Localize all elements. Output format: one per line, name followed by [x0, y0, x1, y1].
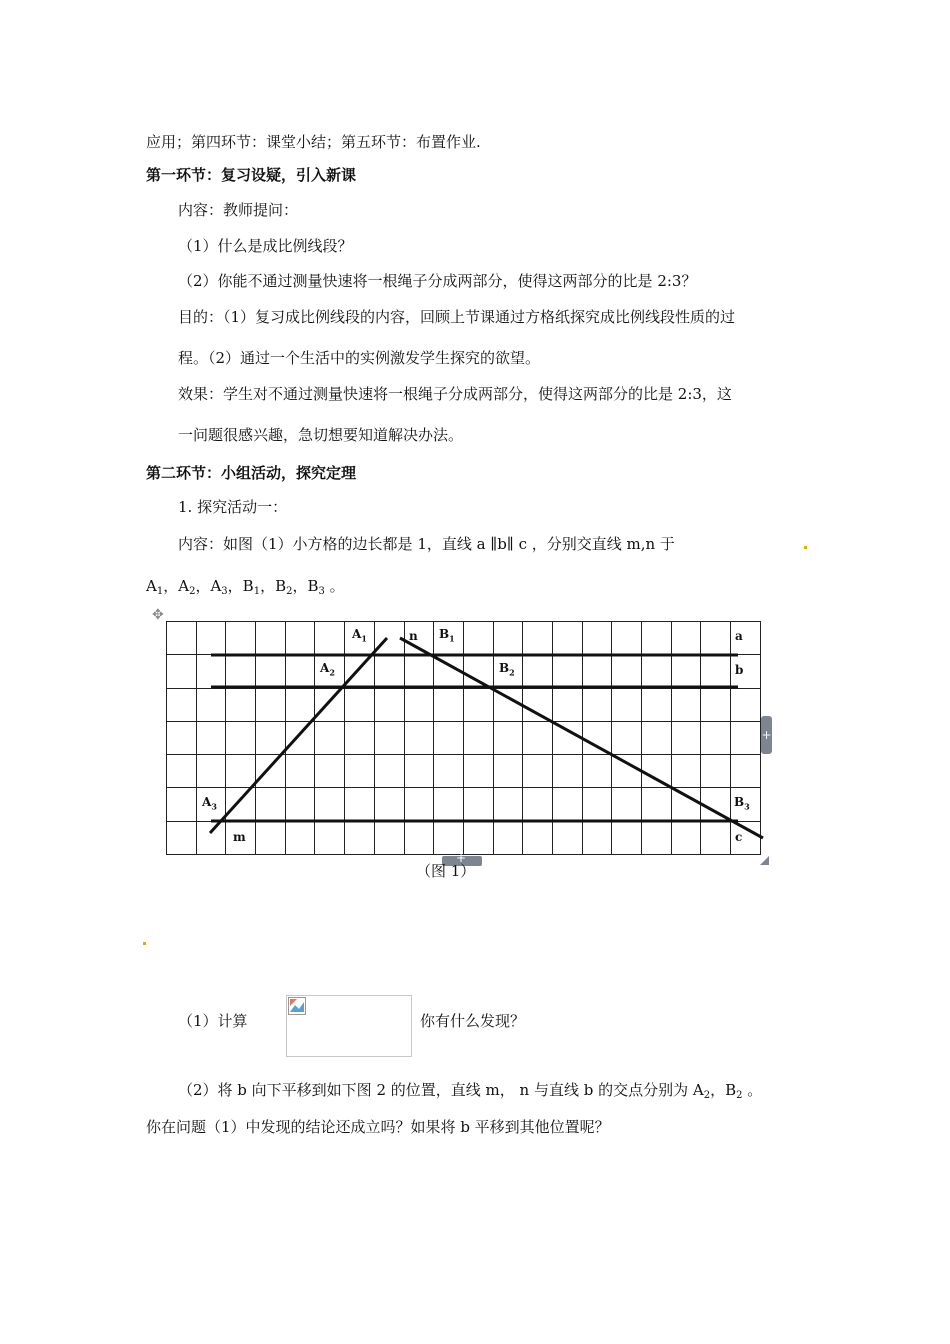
text-line-9: 1. 探究活动一：	[178, 498, 288, 516]
line-n	[400, 638, 763, 838]
label-b: b	[735, 663, 744, 677]
text-line-1: 应用；第四环节：课堂小结；第五环节：布置作业.	[146, 133, 481, 151]
label-B3: $B_3$	[734, 795, 750, 812]
anchor-mark	[804, 546, 807, 549]
label-A1: $A_1$	[352, 627, 367, 644]
text-line-13: 你在问题（1）中发现的结论还成立吗？如果将 b 平移到其他位置呢？	[146, 1118, 610, 1136]
anchor-mark	[143, 942, 146, 945]
text-line-2: 内容：教师提问：	[178, 201, 299, 219]
move-icon[interactable]: ✥	[152, 607, 164, 623]
text-line-11: $A_1$，$A_2$，$A_3$，$B_1$，$B_2$，$B_3$ 。	[146, 577, 345, 597]
line-m	[210, 638, 387, 833]
text-line-5: 目的：（1）复习成比例线段的内容，回顾上节课通过方格纸探究成比例线段性质的过	[178, 308, 736, 326]
label-B2: $B_2$	[499, 661, 515, 678]
label-a: a	[735, 629, 743, 643]
plus-icon: +	[761, 728, 772, 742]
text-line-3: （1）什么是成比例线段？	[178, 237, 353, 255]
section-heading-2: 第二环节：小组活动，探究定理	[146, 464, 357, 482]
label-n: n	[409, 629, 418, 643]
section-heading-1: 第一环节：复习设疑，引入新课	[146, 166, 357, 184]
figure-caption: （图 1）	[416, 862, 476, 880]
plus-icon: +	[456, 851, 467, 865]
text-line-8: 一问题很感兴趣，急切想要知道解决办法。	[178, 426, 464, 444]
resize-handle[interactable]	[760, 856, 769, 865]
label-B1: $B_1$	[439, 627, 455, 644]
label-A2: $A_2$	[320, 661, 335, 678]
label-c: c	[735, 830, 743, 844]
add-column-button[interactable]	[761, 716, 772, 754]
text-line-4: （2）你能不通过测量快速将一根绳子分成两部分，使得这两部分的比是 2:3？	[178, 272, 697, 290]
text-line-6: 程。（2）通过一个生活中的实例激发学生探究的欲望。	[178, 349, 541, 367]
text-line-7: 效果：学生对不通过测量快速将一根绳子分成两部分，使得这两部分的比是 2:3，这	[178, 385, 732, 403]
figure-lines	[166, 621, 766, 861]
calc-label: （1）计算	[178, 1012, 248, 1030]
label-m: m	[233, 830, 246, 844]
discover-text: 你有什么发现？	[420, 1012, 526, 1030]
text-line-10: 内容：如图（1）小方格的边长都是 1，直线 a ∥b∥ c ，分别交直线 m,n 于	[178, 535, 675, 553]
figure-grid	[166, 621, 761, 855]
formula-image-placeholder	[286, 995, 412, 1057]
broken-image-icon	[288, 997, 306, 1015]
text-line-12: （2）将 b 向下平移到如下图 2 的位置，直线 m， n 与直线 b 的交点分别为 $A_2$，$B_2$ 。	[178, 1081, 763, 1101]
label-A3: $A_3$	[202, 795, 217, 812]
